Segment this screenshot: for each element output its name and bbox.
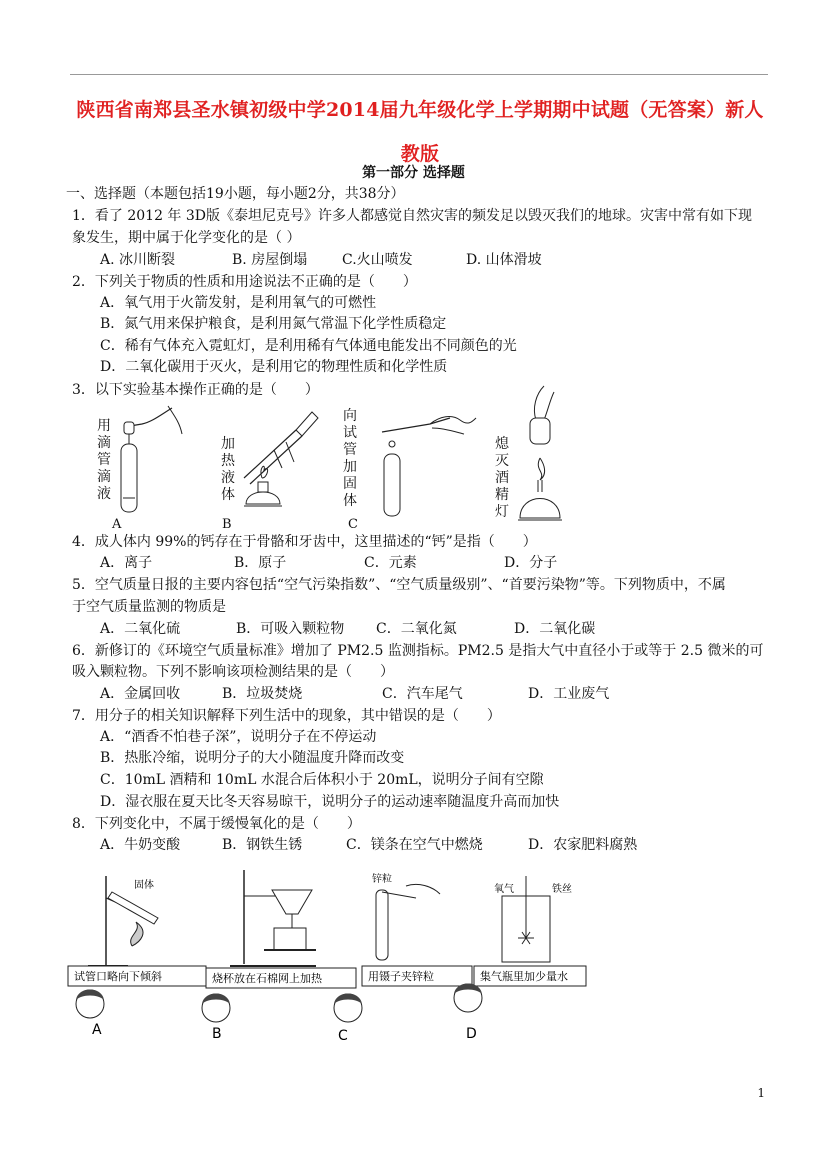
q1-stem-line1: 1．看了 2012 年 3D版《泰坦尼克号》许多人都感觉自然灾害的频发足以毁灭我们的地球。灾害中常有如下现 [72,208,753,224]
header-rule [70,74,768,75]
q8-stem: 8．下列变化中，不属于缓慢氧化的是（ ） [72,816,361,832]
q7-option-b: B．热胀冷缩，说明分子的大小随温度升降而改变 [100,750,405,766]
panel-d-speech: 集气瓶里加少量水 [480,970,568,983]
q5-stem-line2: 于空气质量监测的物质是 [72,599,226,615]
q8-option-c: C．镁条在空气中燃烧 [346,837,483,853]
q4-options [100,553,557,573]
q3-fig-a-letter: A [112,517,122,532]
panel-a-speech: 试管口略向下倾斜 [74,970,162,983]
q2-option-c: C．稀有气体充入霓虹灯，是利用稀有气体通电能发出不同颜色的光 [100,338,517,354]
q8-options [100,835,637,855]
q5-stem-line1: 5．空气质量日报的主要内容包括“空气污染指数”、“空气质量级别”、“首要污染物”等。下列物质中，不属 [72,577,726,593]
q1-option-a: A. 冰川断裂 [100,252,176,268]
q3-fig-c-letter: C [348,517,358,532]
panel-b-speech: 烧杯放在石棉网上加热 [212,972,322,985]
q7-option-c: C．10mL 酒精和 10mL 水混合后体积小于 20mL，说明分子间有空隙 [100,772,544,788]
panel-c-speech: 用镊子夹锌粒 [368,970,434,983]
q3-fig-b-letter: B [222,517,232,532]
panel-a-top-label: 固体 [134,880,154,891]
title-line-2: 教版 [400,143,440,165]
panel-d [454,876,586,1042]
panel-b-letter: B [212,1026,222,1042]
q4-stem: 4．成人体内 99%的钙存在于骨骼和牙齿中，这里描述的“钙”是指（ ） [72,534,537,550]
q3-fig-c-label: 向 试 管 加 固 体 [343,408,357,509]
q3-fig-d-lamp-illustration [510,380,570,526]
q1-stem-line2: 象发生，期中属于化学变化的是（ ） [72,230,301,246]
panel-a-letter: A [92,1022,102,1038]
q6-stem-line1: 6．新修订的《环境空气质量标准》增加了 PM2.5 监测指标。PM2.5 是指大气中直径小于或等于 2.5 微米的可 [72,643,764,659]
q5-option-b: B．可吸入颗粒物 [236,621,345,637]
q1-option-b: B. 房屋倒塌 [232,252,308,268]
q5-option-c: C．二氧化氮 [376,621,457,637]
q4-option-a: A．离子 [100,555,153,571]
q3-fig-c-solid-illustration [360,398,480,520]
panel-c-letter: C [338,1028,348,1044]
q4-option-d: D．分子 [504,555,558,571]
q3-fig-d-label: 熄 灭 酒 精 灯 [495,436,509,520]
panel-d-letter: D [466,1026,477,1042]
panel-b [202,870,356,1042]
title-line-1: 陕西省南郑县圣水镇初级中学2014届九年级化学上学期期中试题（无答案）新人 [76,99,764,121]
q2-option-b: B．氮气用来保护粮食，是利用氮气常温下化学性质稳定 [100,316,447,332]
q5-options [100,619,595,639]
q3-fig-a-dropper-illustration [112,400,192,518]
q7-option-d: D．湿衣服在夏天比冬天容易晾干，说明分子的运动速率随温度升高而加快 [100,794,560,810]
q2-option-a: A．氧气用于火箭发射，是利用氧气的可燃性 [100,295,377,311]
q3-fig-a-label: 用 滴 管 滴 液 [97,418,111,502]
q3-fig-b-label: 加 热 液 体 [221,436,235,503]
part-heading: 第一部分 选择题 [362,165,465,181]
panel-c [334,872,472,1044]
q5-option-a: A．二氧化硫 [100,621,181,637]
q3-fig-b-heating-illustration [236,408,328,518]
q7-stem: 7．用分子的相关知识解释下列生活中的现象，其中错误的是（ ） [72,708,501,724]
q2-stem: 2．下列关于物质的性质和用途说法不正确的是（ ） [72,274,417,290]
panel-c-top-label: 锌粒 [372,874,392,885]
q8-option-a: A．牛奶变酸 [100,837,181,853]
q6-option-b: B．垃圾焚烧 [222,686,303,702]
q6-option-a: A．金属回收 [100,686,181,702]
q6-option-d: D．工业废气 [528,686,610,702]
q7-option-a: A．“酒香不怕巷子深”，说明分子在不停运动 [100,729,377,745]
q3-stem: 3．以下实验基本操作正确的是（ ） [72,382,319,398]
q1-option-c: C.火山喷发 [342,252,413,268]
section-heading: 一、选择题（本题包括19小题，每小题2分，共38分） [66,186,405,202]
q5-option-d: D．二氧化碳 [514,621,596,637]
q6-options [100,684,609,704]
q2-option-d: D．二氧化碳用于灭火，是利用它的物理性质和化学性质 [100,359,448,375]
q4-option-b: B．原子 [234,555,287,571]
q6-stem-line2: 吸入颗粒物。下列不影响该项检测结果的是（ ） [72,664,394,680]
q1-option-d: D. 山体滑坡 [466,252,542,268]
panel-a [68,876,206,1038]
page-number: 1 [757,1086,765,1100]
lab-operations-figure [66,862,626,1052]
panel-d-top-label-right: 铁丝 [552,884,572,895]
q4-option-c: C．元素 [364,555,417,571]
q6-option-c: C．汽车尾气 [382,686,463,702]
q8-option-d: D．农家肥料腐熟 [528,837,638,853]
panel-d-top-label-left: 氧气 [494,884,514,895]
q1-options [100,250,542,270]
q8-option-b: B．钢铁生锈 [222,837,303,853]
